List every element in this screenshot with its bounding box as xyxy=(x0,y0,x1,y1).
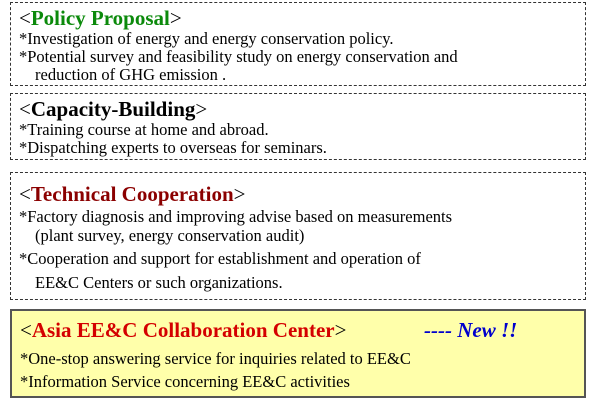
technical-cooperation-title: Technical Cooperation xyxy=(30,182,234,206)
capacity-building-line-1: *Training course at home and abroad. xyxy=(19,120,269,139)
bracket-open: < xyxy=(19,97,31,121)
policy-proposal-line-3: reduction of GHG emission . xyxy=(35,65,227,84)
new-tag: ---- New !! xyxy=(424,318,518,342)
bracket-close: > xyxy=(195,97,208,121)
capacity-building-title: Capacity-Building xyxy=(30,97,196,121)
technical-cooperation-line-1: *Factory diagnosis and improving advise based on measurements xyxy=(19,207,453,226)
bracket-open: < xyxy=(20,318,32,342)
technical-cooperation-heading xyxy=(19,182,246,206)
asia-eec-collaboration-title: Asia EE&C Collaboration Center xyxy=(31,318,335,342)
bracket-open: < xyxy=(19,182,31,206)
capacity-building-line-2: *Dispatching experts to overseas for seminars. xyxy=(19,138,327,157)
bracket-open: < xyxy=(19,6,31,30)
policy-proposal-heading xyxy=(19,6,182,30)
policy-proposal-line-2: *Potential survey and feasibility study on energy conservation and xyxy=(19,47,458,66)
technical-cooperation-box xyxy=(10,172,586,300)
asia-eec-collaboration-line-1: *One-stop answering service for inquiries related to EE&C xyxy=(20,349,411,368)
policy-proposal-line-1: *Investigation of energy and energy conservation policy. xyxy=(19,29,394,48)
capacity-building-box xyxy=(10,93,586,160)
policy-proposal-box xyxy=(10,2,586,86)
asia-eec-collaboration-box xyxy=(10,309,586,398)
asia-eec-collaboration-heading xyxy=(20,318,346,342)
bracket-close: > xyxy=(169,6,182,30)
technical-cooperation-line-3: *Cooperation and support for establishment and operation of xyxy=(19,249,421,268)
policy-proposal-title: Policy Proposal xyxy=(30,6,170,30)
asia-eec-collaboration-line-2: *Information Service concerning EE&C activities xyxy=(20,372,350,391)
bracket-close: > xyxy=(334,318,347,342)
technical-cooperation-line-4: EE&C Centers or such organizations. xyxy=(35,273,283,292)
technical-cooperation-line-2: (plant survey, energy conservation audit) xyxy=(35,226,305,245)
bracket-close: > xyxy=(233,182,246,206)
capacity-building-heading xyxy=(19,97,207,121)
